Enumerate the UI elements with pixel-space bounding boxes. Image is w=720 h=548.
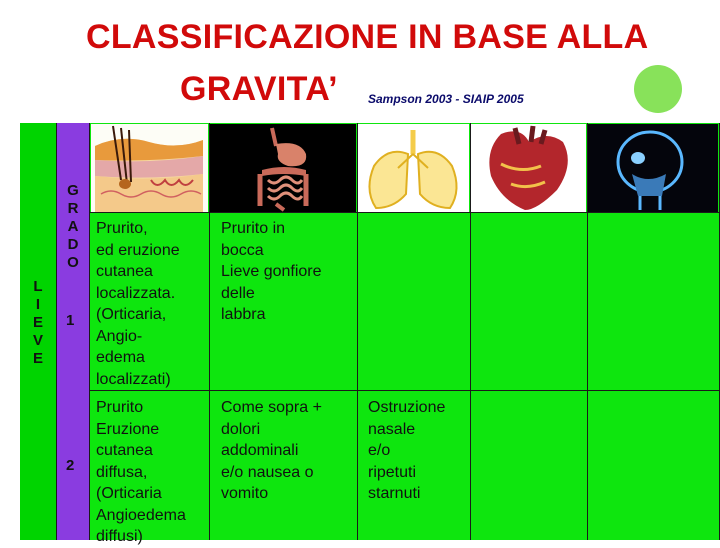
heart-icon xyxy=(471,124,586,212)
grade2-respiratory-cell: Ostruzione nasale e/o ripetuti starnuti xyxy=(368,399,446,502)
grid-line xyxy=(89,390,720,391)
grado-label xyxy=(59,182,87,272)
lieve-letter: E xyxy=(32,314,43,331)
slide-title-line1: CLASSIFICAZIONE IN BASE ALLA xyxy=(86,18,649,56)
lieve-letter: L xyxy=(33,278,43,295)
grade2-skin-cell: Prurito Eruzione cutanea diffusa, (Orticaria Angioedema diffusi) xyxy=(96,399,186,545)
brain-xray-icon xyxy=(588,124,718,212)
lieve-label xyxy=(24,278,52,368)
intestine-icon xyxy=(210,124,356,212)
grado-letter: G xyxy=(67,182,79,199)
grade-number-1: 1 xyxy=(66,312,75,329)
source-citation: Sampson 2003 - SIAIP 2005 xyxy=(368,92,524,106)
grade2-gi-cell: Come sopra + dolori addominali e/o nausea o vomito xyxy=(221,399,322,502)
slide-title-line2: GRAVITA’ xyxy=(180,70,338,108)
lieve-letter: E xyxy=(32,350,43,367)
lieve-letter: V xyxy=(32,332,43,349)
grado-letter: A xyxy=(67,218,79,235)
grade1-gi-cell: Prurito in bocca Lieve gonfiore delle labbra xyxy=(221,220,322,323)
grade-number-2: 2 xyxy=(66,457,75,474)
grado-letter: D xyxy=(67,236,79,253)
decorative-dot xyxy=(634,65,682,113)
grado-letter: O xyxy=(67,254,79,271)
grade1-skin-cell: Prurito, ed eruzione cutanea localizzata. (Orticaria, Angio- edema localizzati) xyxy=(96,220,180,388)
skin-icon xyxy=(91,124,208,212)
lungs-icon xyxy=(358,124,469,212)
grado-letter: R xyxy=(67,200,79,217)
lieve-letter: I xyxy=(35,296,41,313)
grid-line xyxy=(89,212,720,213)
